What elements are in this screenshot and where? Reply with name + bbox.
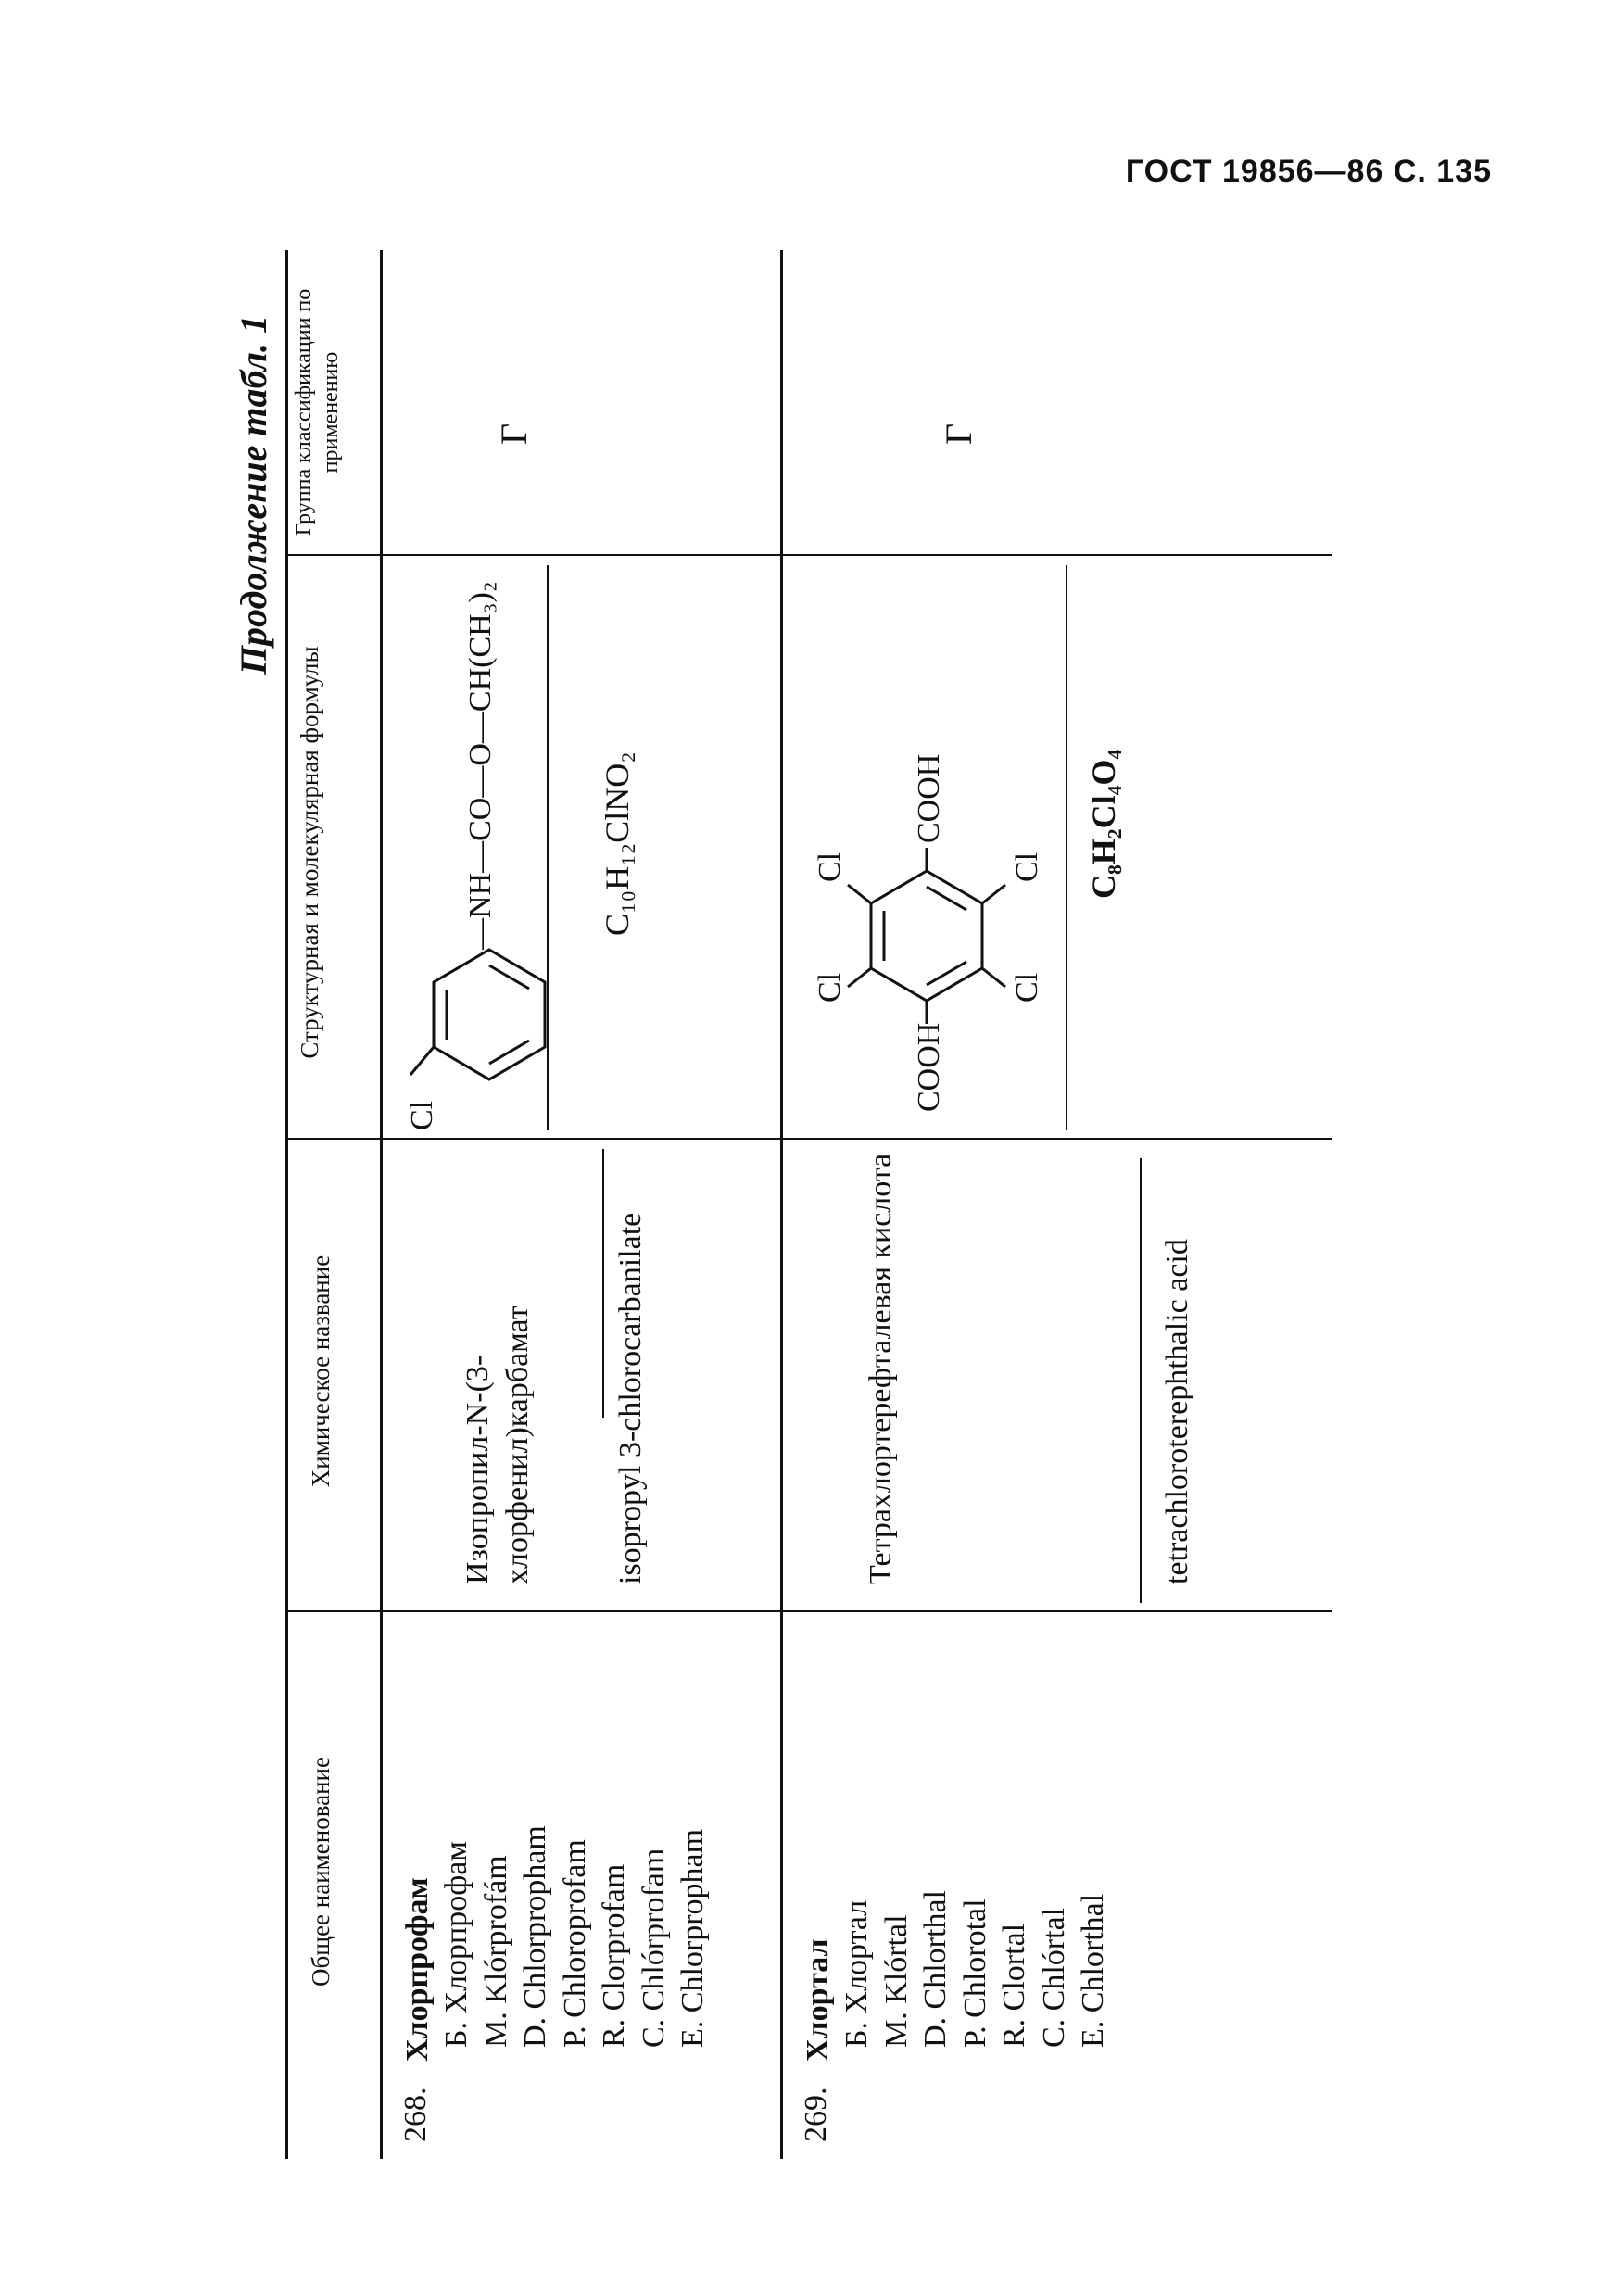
col-divider-1 [285, 1610, 1332, 1612]
chlorthal-structure [852, 862, 991, 1010]
synonym: C. Chlórtal [1036, 1907, 1071, 2048]
synonym-list [838, 1890, 1114, 2048]
chlorpropham-structure [424, 936, 554, 1084]
chlorine-label: Cl [1010, 852, 1044, 882]
synonym: P. Chlorotal [957, 1899, 992, 2048]
chemical-name-en: isopropyl 3-chlorocarbanilate [613, 1212, 648, 1584]
synonym: D. Chlorpropham [518, 1825, 552, 2048]
synonym: E. Chlorpropham [675, 1828, 710, 2048]
col-header-group: Группа классификации по применению [292, 288, 343, 536]
chemical-name-ru: Тетрахлортерефталевая кислота [864, 1153, 898, 1584]
synonym: C. Chlórprofam [636, 1848, 671, 2048]
synonym: E. Chlorthal [1076, 1893, 1110, 2048]
entry-number: 269. [799, 2087, 833, 2142]
rotated-table [213, 250, 1473, 2159]
row-divider [780, 250, 783, 2159]
chemical-name-ru: Изопропил-N-(3-хлорфенил)карбамат [461, 1306, 535, 1584]
chemical-name-en: tetrachloroterephthalic acid [1160, 1239, 1194, 1584]
synonym: D. Chlorthal [918, 1890, 953, 2048]
structural-chain: —NH—CO—O—CH(CH₃)₂ [463, 581, 498, 950]
table-caption: Продолжение табл. 1 [233, 315, 274, 675]
synonym: Б. Хлортал [840, 1899, 874, 2048]
synonym: R. Clortal [997, 1923, 1031, 2048]
chlorine-label: Cl [1010, 972, 1044, 1003]
entry-name: Хлортал [801, 1938, 835, 2062]
sub-divider [602, 1149, 604, 1418]
table-top-rule [285, 250, 288, 2159]
carboxyl-label: COOH [912, 753, 946, 843]
col-header-common-name: Общее наименование [307, 1757, 335, 1987]
synonym: М. Klórtal [878, 1914, 914, 2048]
page-header: ГОСТ 19856—86 С. 135 [1125, 154, 1492, 189]
molecular-formula: C₈H₂Cl₄O₄ [1085, 749, 1122, 899]
col-divider-2 [285, 1138, 1332, 1140]
col-divider-3 [285, 554, 1332, 556]
structure-chlorine-label: Cl [405, 1100, 439, 1130]
col-header-chemical-name: Химическое название [307, 1255, 335, 1488]
synonym: М. Klórprofám [478, 1855, 513, 2048]
entry-number: 268. [398, 2087, 433, 2142]
sub-divider [1140, 1158, 1142, 1603]
synonym: Б. Хлорпрофам [439, 1841, 473, 2048]
synonym: P. Chloroprofam [557, 1839, 592, 2048]
synonym-list [437, 1825, 713, 2048]
synonym: R. Clorprofam [597, 1863, 631, 2048]
sub-divider [1066, 565, 1067, 1130]
molecular-formula: C₁₀H₁₂ClNO₂ [599, 751, 636, 936]
group-code: Г [493, 423, 535, 445]
chlorine-label: Cl [813, 852, 847, 882]
entry-name: Хлорпрофам [400, 1877, 435, 2062]
carboxyl-label: COOH [912, 1022, 946, 1112]
group-code: Г [938, 423, 979, 445]
col-header-formula: Структурная и молекулярная формулы [296, 646, 323, 1059]
header-bottom-rule [380, 250, 383, 2159]
chlorine-label: Cl [813, 972, 847, 1003]
